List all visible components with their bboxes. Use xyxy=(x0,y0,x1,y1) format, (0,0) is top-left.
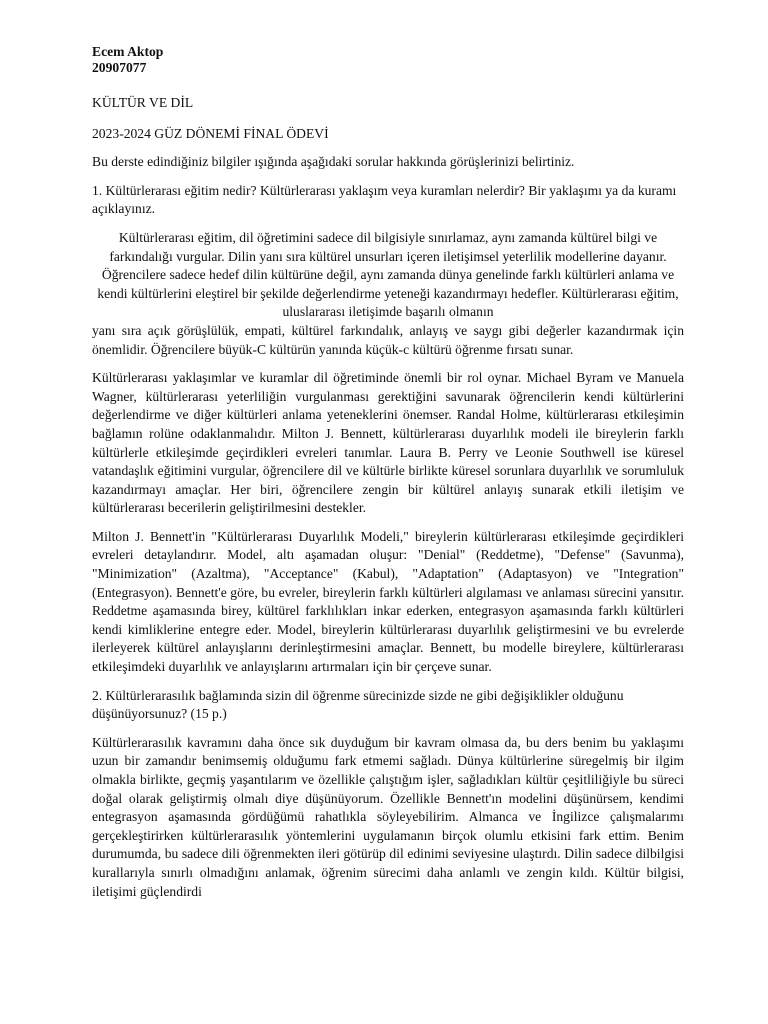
document-page xyxy=(92,44,684,901)
question-2: 2. Kültürlerarasılık bağlamında sizin dil öğrenme sürecinizde sizde ne gibi değişiklikler olduğunu düşünüyorsunuz? (15 p.) xyxy=(92,687,624,722)
author-block xyxy=(92,44,684,76)
answer-1-intro-tail: yanı sıra açık görüşlülük, empati, kültürel farkındalık, anlayış ve saygı gibi değerler kazandırmak için önemlidir. Öğrencilere büyük-C kültürün yanında küçük-c kültürü öğrenme fırsatı sunar. xyxy=(92,322,684,357)
answer-1-intro xyxy=(92,229,684,359)
instructions: Bu derste edindiğiniz bilgiler ışığında aşağıdaki sorular hakkında görüşlerinizi belirtiniz. xyxy=(92,154,575,170)
answer-2-paragraph-1: Kültürlerarasılık kavramını daha önce sık duyduğum bir kavram olmasa da, bu ders benim bu yaklaşımı uzun bir zamandır benimsemiş olduğumu fark etmemi sağladı. Dünya kültürlerine süregelmiş bir ilgim olmakla birlikte, geçmiş yaşantılarım ve özellikle çalıştığım işler, sağladıkları kültür çeşitliliğiyle bu süreci doğal olarak geliştirmiş olmalı diye düşünüyorum. Özellikle Bennett'ın modelini düşünürsem, kendimi entegrasyon aşamasında gördüğümü rahatlıkla söyleyebilirim. Almanca ve İngilizce çalışmalarımı gerçekleştirirken kültürlerarasılık yöntemlerini uygulamanın birçok olumlu etkisini fark ettim. Benim durumumda, bu sadece dili öğrenmekten ileri götürüp dil edinimi seviyesine ulaştırdı. Dilin sadece dilbilgisi kurallarıyla sınırlı olmadığını anlamak, öğrenim sürecimi daha anlamlı ve zengin kıldı. Kültür bilgisi, iletişimi güçlendirdi xyxy=(92,734,684,899)
question-1: 1. Kültürlerarası eğitim nedir? Kültürlerarası yaklaşım veya kuramları nelerdir? Bir yaklaşımı ya da kuramı açıklayınız. xyxy=(92,182,677,217)
author-name: Ecem Aktop xyxy=(92,44,164,59)
answer-1-intro-centered: Kültürlerarası eğitim, dil öğretimini sadece dil bilgisiyle sınırlamaz, aynı zamanda kültürel bilgi ve farkındalığı vurgular. Dilin yanı sıra kültürel unsurları içeren iletişimsel yeterlilik modellerine dayanır. Öğrencilere sadece hedef dilin kültürüne değil, aynı zamanda dünya genelinde farklı kültürleri anlama ve kendi kültürlerini eleştirel bir şekilde değerlendirme yeteneği kazandırmayı hedefler. Kültürlerarası eğitim, uluslararası iletişimde başarılı olmanın xyxy=(97,229,679,320)
answer-1-paragraph-2: Kültürlerarası yaklaşımlar ve kuramlar dil öğretiminde önemli bir rol oynar. Michael Byram ve Manuela Wagner, kültürlerarası yeterliliğin vurgulanması gerektiğini savunarak öğrencilerin kendi kültürlerini değerlendirme ve diğer kültürleri anlama yeteneklerini önemser. Randal Holme, kültürlerarası etkileşimin bağlamın rolüne odaklanmalıdır. Milton J. Bennett, kültürlerarası duyarlılık modeli ile bireylerin farklı kültürlerle etkileşimde geçirdikleri evreleri tanımlar. Laura B. Perry ve Leonie Southwell ise küresel vatandaşlık eğitimini vurgular, öğrencilere dil ve kültürle birlikte küresel sorunlara duyarlılık ve sorumluluk kazandırmayı amaçlar. Her biri, öğrencilere zengin bir kültürel anlayış sunarak etkili iletişim ve kültürlerarası becerilerin geliştirilmesini destekler. xyxy=(92,370,684,516)
assignment-title: 2023-2024 GÜZ DÖNEMİ FİNAL ÖDEVİ xyxy=(92,125,329,141)
answer-1-paragraph-3: Milton J. Bennett'in "Kültürlerarası Duyarlılık Modeli," bireylerin kültürlerarası etkileşimde geçirdikleri evreleri detaylandırır. Model, altı aşamadan oluşur: "Denial" (Reddetme), "Defense" (Savunma), "Minimization" (Azaltma), "Acceptance" (Kabul), "Adaptation" (Adaptasyon) ve "Integration" (Entegrasyon). Bennett'e göre, bu evreler, bireylerin farklı kültürleri algılaması ve anlaması sürecini yansıtır. Reddetme aşamasında birey, kültürel farklılıkları inkar ederken, entegrasyon aşamasında farklı kültürleri kendi kimliklerine entegre eder. Model, bireylerin kültürlerarası duyarlılık geliştirmesini ve bu evrelerde ilerleyerek kültürel anlayışlarını derinleştirmesini amaçlar. Bennett, bu modelle bireylere, kültürlerarası etkileşimdeki duyarlılık ve anlayışlarını artırmaları için bir çerçeve sunar. xyxy=(92,528,684,675)
course-title: KÜLTÜR VE DİL xyxy=(92,95,194,110)
student-id: 20907077 xyxy=(92,60,147,75)
